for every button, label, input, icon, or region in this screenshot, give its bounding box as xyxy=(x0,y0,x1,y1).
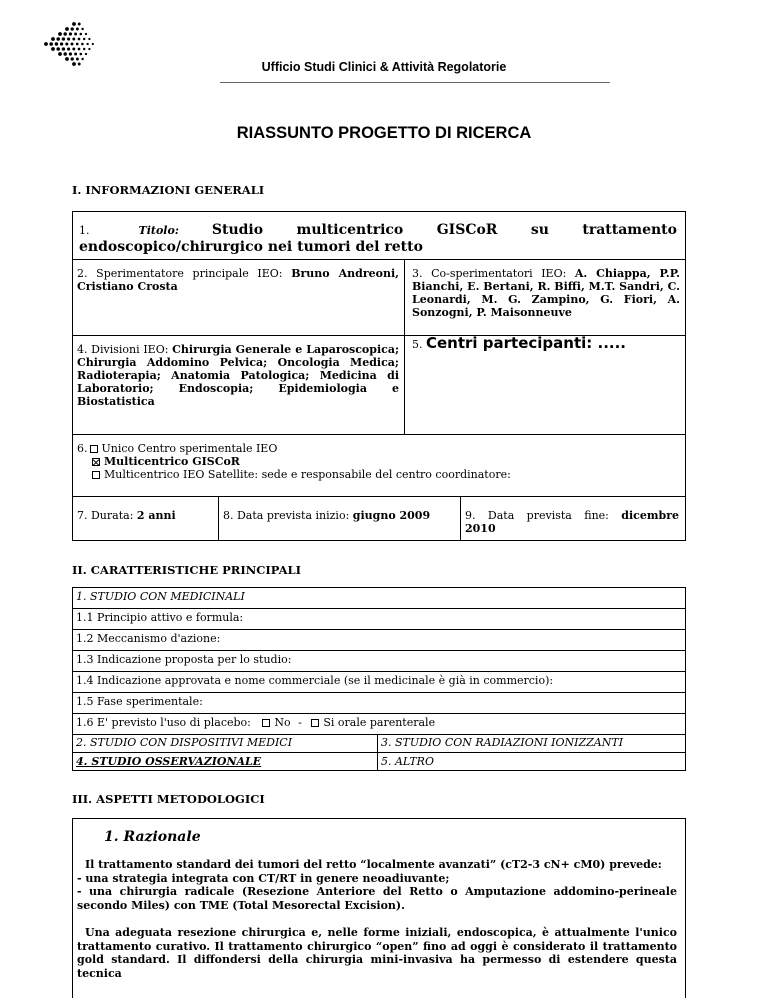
cosperimentatori-cell: 3. Co-sperimentatori IEO: A. Chiappa, P.P. Bianchi, E. Bertani, R. Biffi, M.T. Sandri, C. Leonardi, M. G. Zampino, G. Fiori, A. Sonzogni, P. Maisonneuve xyxy=(412,267,681,319)
checkbox-icon[interactable] xyxy=(311,719,319,727)
checkbox-icon[interactable] xyxy=(262,719,270,727)
dispositivi-row: 2. STUDIO CON DISPOSITIVI MEDICI xyxy=(76,736,293,749)
titolo-cell: 1. Titolo: Studio multicentrico GISCoR su trattamento endoscopico/chirurgico nei tumori del retto xyxy=(79,222,677,255)
principio-row: 1.1 Principio attivo e formula: xyxy=(76,611,244,624)
document-title: RIASSUNTO PROGETTO DI RICERCA xyxy=(236,124,532,142)
centri-partecipanti: Centri partecipanti: ..... xyxy=(426,334,626,352)
inizio-cell: 8. Data prevista inizio: giugno 2009 xyxy=(223,509,431,522)
meccanismo-row: 1.2 Meccanismo d'azione: xyxy=(76,632,221,645)
centri-cell: 5. Centri partecipanti: ..... xyxy=(412,334,626,352)
razionale-paragraph-1: Il trattamento standard dei tumori del retto “localmente avanzati” (cT2-3 cN+ cM0) prevede: - una strategia integrata con CT/RT in genere neoadiuvante; - una chirurgia radicale (Resezione Anteriore del Retto o Amputazione addomino-perineale secondo Miles) con TME (Total Mesorectal Excision). xyxy=(77,858,677,912)
checkbox-icon[interactable] xyxy=(90,445,98,453)
divisioni-cell: 4. Divisioni IEO: Chirurgia Generale e Laparoscopica; Chirurgia Addomino Pelvica; Oncologia Medica; Radioterapia; Anatomia Patologica; Medicina di Laboratorio; Endoscopia; Epidemiologia e Biostatistica xyxy=(77,343,400,408)
studio-medicinali-row: 1. STUDIO CON MEDICINALI xyxy=(76,590,245,603)
header-rule xyxy=(220,82,610,83)
durata-cell: 7. Durata: 2 anni xyxy=(77,509,176,522)
centro-options: 6. Unico Centro sperimentale IEO Multicentrico GISCoR Multicentrico IEO Satellite: sede e responsabile del centro coordinatore: xyxy=(77,442,511,481)
osservazionale-row: 4. STUDIO OSSERVAZIONALE xyxy=(76,755,262,768)
radiazioni-row: 3. STUDIO CON RADIAZIONI IONIZZANTI xyxy=(381,736,624,749)
titolo-value: Studio multicentrico GISCoR su trattamento endoscopico/chirurgico nei tumori del retto xyxy=(79,222,677,255)
indicazione-row: 1.3 Indicazione proposta per lo studio: xyxy=(76,653,292,666)
razionale-heading: 1. Razionale xyxy=(104,829,201,845)
indicazione-approvata-row: 1.4 Indicazione approvata e nome commerciale (se il medicinale è già in commercio): xyxy=(76,674,554,687)
altro-row: 5. ALTRO xyxy=(381,755,434,768)
section-2-heading: II. CARATTERISTICHE PRINCIPALI xyxy=(72,563,301,577)
sperimentatore-cell: 2. Sperimentatore principale IEO: Bruno Andreoni, Cristiano Crosta xyxy=(77,267,399,293)
razionale-paragraph-2: Una adeguata resezione chirurgica e, nelle forme iniziali, endoscopica, è attualmente l'unico trattamento curativo. Il trattamento chirurgico “open” fino ad oggi è considerato il trattamento gold standard. Il diffondersi della chirurgia mini-invasiva ha permesso di estendere questa tecnica xyxy=(77,926,677,980)
placebo-row: 1.6 E' previsto l'uso di placebo: No - Si orale parenterale xyxy=(76,716,436,729)
section-1-heading: I. INFORMAZIONI GENERALI xyxy=(72,183,265,197)
section-3-heading: III. ASPETTI METODOLOGICI xyxy=(72,792,265,806)
fase-row: 1.5 Fase sperimentale: xyxy=(76,695,203,708)
fine-cell: 9. Data prevista fine: dicembre 2010 xyxy=(465,509,679,535)
checked-checkbox-icon[interactable] xyxy=(92,458,100,466)
checkbox-icon[interactable] xyxy=(92,471,100,479)
office-header: Ufficio Studi Clinici & Attività Regolatorie xyxy=(261,60,507,74)
